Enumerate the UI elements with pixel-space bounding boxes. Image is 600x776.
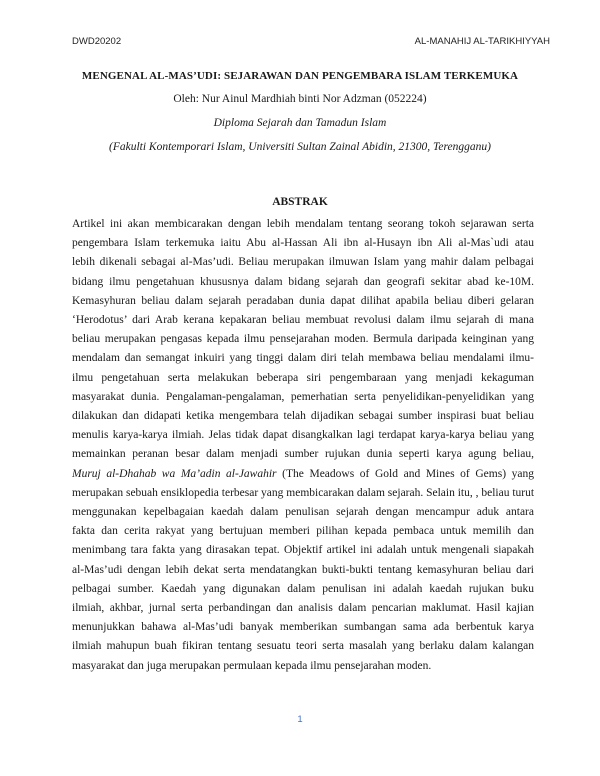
abstract-line: ilmiah, akhbar, jurnal serta perbandingan dan analisis dalam pencarian maklumat. Hasil kajian	[72, 602, 534, 615]
abstract-line: merupakan sebuah ensiklopedia terbesar yang membicarakan dalam sejarah. Selain itu, , beliau turut	[72, 486, 535, 499]
affiliation-line: (Fakulti Kontemporari Islam, Universiti Sultan Zainal Abidin, 21300, Terengganu)	[109, 141, 491, 153]
abstract-line: memainkan peranan besar dalam menjadi sumber rujukan dunia seperti karya agung beliau,	[72, 448, 534, 461]
work-title-translation: (The Meadows of Gold and Mines of Gems) yang	[276, 467, 534, 480]
abstract-line: pengembara Islam terkemuka iaitu Abu al-Hassan Ali ibn al-Husayn ibn Ali al-Mas`udi atau	[72, 237, 534, 250]
title-block	[60, 70, 540, 153]
abstract-line: ilmu pengetahuan serta melakukan beberapa siri pengembaraan yang menjadi kekaguman	[72, 371, 534, 384]
abstract-line: ‘Herodotus’ dari Arab kerana kepakaran beliau membuat revolusi dalam ilmu sejarah di mana	[72, 314, 534, 327]
abstract-line: mendalam dan semangat inkuiri yang tinggi dalam diri telah membawa beliau mendalami ilmu-	[72, 352, 534, 365]
abstract-line: al-Mas’udi dengan lebih dekat serta mendatangkan bukti-bukti tentang kemasyhuran beliau dari	[72, 563, 534, 576]
abstract-body	[72, 215, 534, 676]
abstract-line: bidang ilmu pengetahuan khususnya dalam bidang sejarah dan geografi sekitar abad ke-10M.	[72, 275, 534, 288]
abstract-line: ilmiah mahupun buah fikiran tentang sesuatu teori serta masalah yang berlaku dalam kalangan	[72, 640, 534, 653]
abstract-line: menulis karya-karya ilmiah. Jelas tidak dapat disangkalkan lagi terdapat karya-karya beliau yang	[72, 429, 534, 442]
abstract-line: lebih dikenali sebagai al-Mas’udi. Beliau merupakan ilmuwan Islam yang mahir dalam pelbagai	[72, 256, 534, 269]
running-header	[72, 36, 550, 47]
abstract-line: masyarakat dunia. Pengalaman-pengalaman, pemerhatian serta penyelidikan-penyelidikan yang	[72, 390, 534, 403]
abstract-line: pelbagai sumber. Kaedah yang digunakan dalam penulisan ini adalah kaedah rujukan buku	[72, 582, 534, 595]
program-line: Diploma Sejarah dan Tamadun Islam	[213, 117, 387, 129]
abstract-line: menggunakan kepelbagaian kaedah dalam penulisan sejarah dengan mencampur aduk antara	[72, 506, 534, 519]
course-code: DWD20202	[72, 36, 122, 47]
abstract-last-line: masyarakat dan juga merupakan permulaan kepada ilmu pensejarahan moden.	[72, 659, 432, 672]
abstract-line: menunjukkan bahawa al-Mas’udi banyak memberikan sumbangan sama ada berbentuk karya	[72, 621, 534, 634]
abstract-line: Artikel ini akan membicarakan dengan lebih mendalam tentang seorang tokoh sejarawan serta	[72, 218, 534, 230]
abstract-heading: ABSTRAK	[272, 196, 328, 208]
journal-name: AL-MANAHIJ AL-TARIKHIYYAH	[414, 36, 550, 47]
abstract-line: Kemasyhuran beliau dalam sejarah peradaban dunia dapat dilihat apabila beliau diberi gelaran	[72, 294, 534, 307]
abstract-line: dilakukan dan didapati ketika mengembara telah dijadikan sebagai sumber inspirasi buat beliau	[72, 410, 534, 423]
abstract-line: beliau merupakan pengasas kepada ilmu pensejarahan moden. Bermula daripada keinginan yang	[72, 333, 534, 346]
page-number: 1	[297, 714, 303, 725]
author-line: Oleh: Nur Ainul Mardhiah binti Nor Adzman (052224)	[173, 93, 427, 105]
paper-title: MENGENAL AL-MAS’UDI: SEJARAWAN DAN PENGEMBARA ISLAM TERKEMUKA	[81, 70, 519, 82]
work-title-italic: Muruj al-Dhahab wa Ma’adin al-Jawahir	[72, 467, 277, 480]
abstract-line: menimbang tara fakta yang dirasakan tepat. Objektif artikel ini adalah untuk mengenali siapakah	[72, 544, 534, 557]
abstract-line-with-work-title	[72, 465, 534, 484]
abstract-line: fakta dan cerita rakyat yang bertujuan memberi pilihan kepada pembaca untuk memilih dan	[72, 525, 534, 538]
